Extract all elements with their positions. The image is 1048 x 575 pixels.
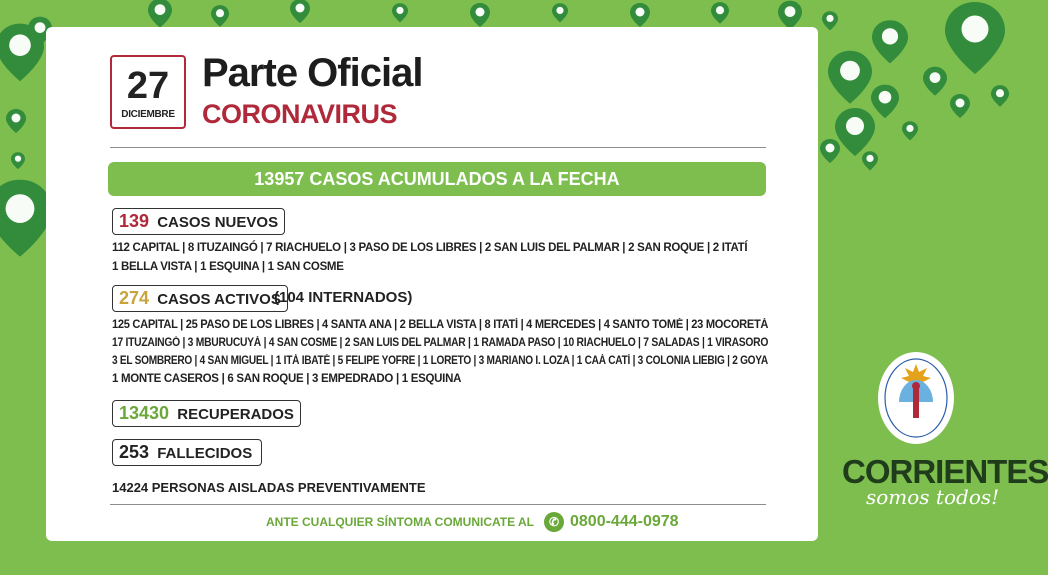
date-month: DICIEMBRE <box>121 109 175 120</box>
page-title: Parte Oficial <box>202 51 423 95</box>
divider <box>110 504 766 505</box>
brand-tagline: somos todos! <box>866 485 1000 509</box>
report-card <box>46 27 818 541</box>
active-cases-line: 1 MONTE CASEROS | 6 SAN ROQUE | 3 EMPEDRADO | 1 ESQUINA <box>112 373 462 385</box>
recovered-pill <box>112 400 301 427</box>
date-day: 27 <box>126 65 170 107</box>
recovered-label: RECUPERADOS <box>177 406 294 423</box>
phone-number[interactable]: 0800-444-0978 <box>570 513 679 530</box>
new-cases-label: CASOS NUEVOS <box>157 214 279 231</box>
hospitalized-note: (104 INTERNADOS) <box>274 289 413 306</box>
page-subtitle: CORONAVIRUS <box>202 99 398 129</box>
accumulated-banner: 13957 CASOS ACUMULADOS A LA FECHA <box>108 162 766 196</box>
deaths-label: FALLECIDOS <box>157 445 253 462</box>
date-badge <box>110 55 186 129</box>
divider <box>110 147 766 148</box>
new-cases-line: 112 CAPITAL | 8 ITUZAINGÓ | 7 RIACHUELO | 3 PASO DE LOS LIBRES | 2 SAN LUIS DEL PALMAR | 2 SAN ROQUE | 2 ITATÍ <box>112 242 748 254</box>
active-cases-count: 274 <box>119 288 150 308</box>
active-cases-line: 3 EL SOMBRERO | 4 SAN MIGUEL | 1 ITÁ IBATÉ | 5 FELIPE YOFRE | 1 LORETO | 3 MARIANO I. LOZA | 1 CAÁ CATÍ | 3 COLONIA LIEBIG | 2 GOYA <box>112 355 768 367</box>
deaths-count: 253 <box>119 442 150 462</box>
recovered-count: 13430 <box>119 403 170 423</box>
new-cases-pill <box>112 208 285 235</box>
new-cases-line: 1 BELLA VISTA | 1 ESQUINA | 1 SAN COSME <box>112 261 344 273</box>
active-cases-label: CASOS ACTIVOS <box>157 291 281 308</box>
active-cases-line: 17 ITUZAINGÓ | 3 MBURUCUYÁ | 4 SAN COSME | 2 SAN LUIS DEL PALMAR | 1 RAMADA PASO | 10 RIACHUELO | 7 SALADAS | 1 VIRASORO <box>112 337 769 349</box>
footer-contact <box>266 512 679 532</box>
active-cases-line: 125 CAPITAL | 25 PASO DE LOS LIBRES | 4 SANTA ANA | 2 BELLA VISTA | 8 ITATÍ | 4 MERCEDES | 4 SANTO TOMÉ | 23 MOCORETÁ <box>112 319 769 331</box>
new-cases-count: 139 <box>119 211 150 231</box>
brand-name: CORRIENTES <box>842 453 1048 490</box>
phone-icon: ✆ <box>544 512 564 532</box>
deaths-pill <box>112 439 262 466</box>
footer-text: ANTE CUALQUIER SÍNTOMA COMUNICATE AL <box>266 515 534 529</box>
government-seal <box>876 350 956 446</box>
active-cases-pill <box>112 285 288 312</box>
isolated-text: 14224 PERSONAS AISLADAS PREVENTIVAMENTE <box>112 480 426 495</box>
